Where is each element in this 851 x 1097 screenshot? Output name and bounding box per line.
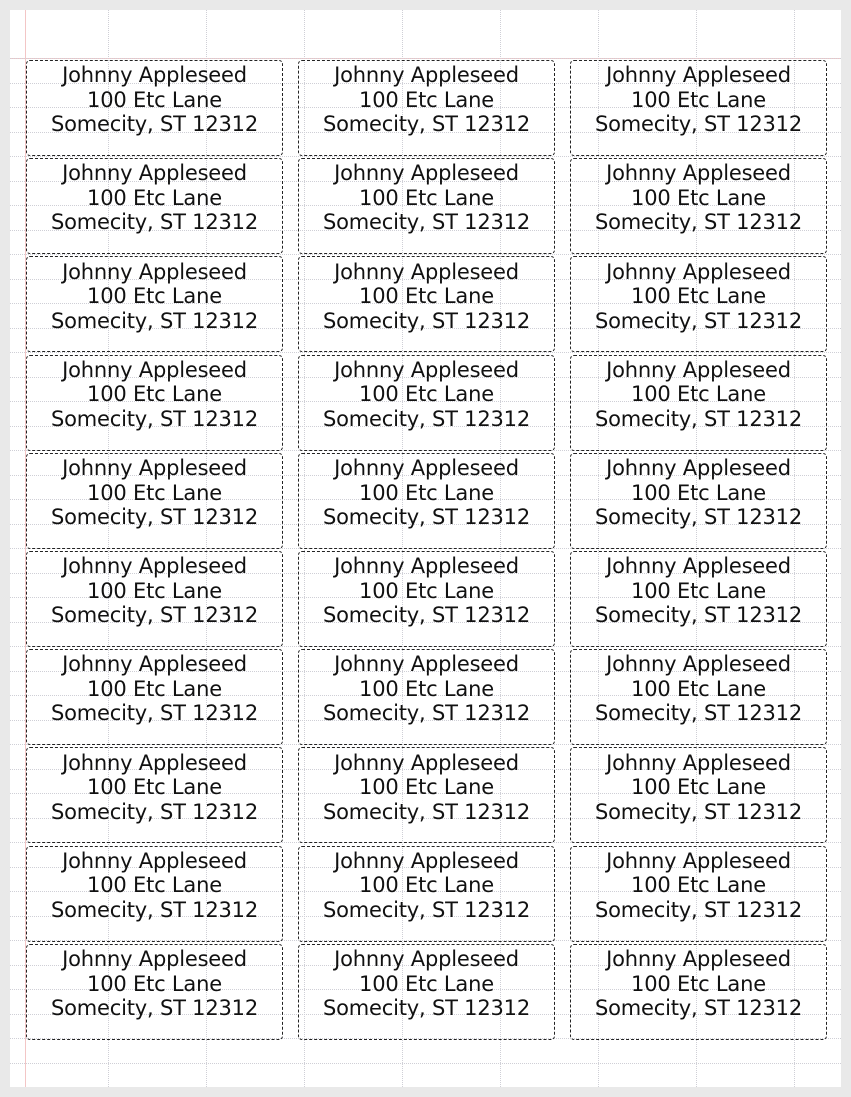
label-city-line: Somecity, ST 12312 (51, 603, 258, 628)
label-name-line: Johnny Appleseed (62, 554, 247, 579)
label-name-line: Johnny Appleseed (334, 652, 519, 677)
label-name-line: Johnny Appleseed (606, 554, 791, 579)
label-city-line: Somecity, ST 12312 (323, 308, 530, 333)
label-name-line: Johnny Appleseed (62, 456, 247, 481)
label-name-line: Johnny Appleseed (606, 63, 791, 88)
label-street-line: 100 Etc Lane (87, 284, 222, 309)
label-city-line: Somecity, ST 12312 (595, 603, 802, 628)
label-name-line: Johnny Appleseed (606, 161, 791, 186)
label-city-line: Somecity, ST 12312 (323, 897, 530, 922)
label-street-line: 100 Etc Lane (359, 775, 494, 800)
label-street-line: 100 Etc Lane (87, 775, 222, 800)
address-label[interactable] (26, 944, 283, 1040)
label-street-line: 100 Etc Lane (87, 87, 222, 112)
address-label[interactable] (298, 355, 555, 451)
label-city-line: Somecity, ST 12312 (51, 210, 258, 235)
address-label[interactable] (570, 256, 827, 352)
label-name-line: Johnny Appleseed (334, 848, 519, 873)
address-label[interactable] (26, 453, 283, 549)
label-name-line: Johnny Appleseed (334, 947, 519, 972)
label-city-line: Somecity, ST 12312 (595, 308, 802, 333)
label-street-line: 100 Etc Lane (359, 676, 494, 701)
label-street-line: 100 Etc Lane (631, 185, 766, 210)
address-label[interactable] (26, 846, 283, 942)
address-label[interactable] (570, 649, 827, 745)
label-name-line: Johnny Appleseed (606, 456, 791, 481)
address-label[interactable] (26, 158, 283, 254)
address-label[interactable] (298, 453, 555, 549)
label-street-line: 100 Etc Lane (359, 480, 494, 505)
address-label[interactable] (570, 355, 827, 451)
label-city-line: Somecity, ST 12312 (51, 996, 258, 1021)
address-label[interactable] (570, 551, 827, 647)
label-street-line: 100 Etc Lane (631, 971, 766, 996)
label-city-line: Somecity, ST 12312 (323, 112, 530, 137)
label-street-line: 100 Etc Lane (87, 971, 222, 996)
label-street-line: 100 Etc Lane (631, 775, 766, 800)
label-name-line: Johnny Appleseed (606, 259, 791, 284)
label-street-line: 100 Etc Lane (87, 873, 222, 898)
address-label[interactable] (298, 551, 555, 647)
label-city-line: Somecity, ST 12312 (595, 406, 802, 431)
address-label[interactable] (298, 649, 555, 745)
address-label[interactable] (298, 256, 555, 352)
label-name-line: Johnny Appleseed (334, 161, 519, 186)
label-city-line: Somecity, ST 12312 (595, 505, 802, 530)
address-label[interactable] (570, 944, 827, 1040)
address-label[interactable] (570, 158, 827, 254)
label-city-line: Somecity, ST 12312 (51, 701, 258, 726)
address-label[interactable] (570, 747, 827, 843)
label-city-line: Somecity, ST 12312 (595, 799, 802, 824)
label-city-line: Somecity, ST 12312 (323, 603, 530, 628)
label-city-line: Somecity, ST 12312 (51, 406, 258, 431)
label-city-line: Somecity, ST 12312 (323, 701, 530, 726)
label-city-line: Somecity, ST 12312 (51, 799, 258, 824)
address-label[interactable] (570, 846, 827, 942)
label-street-line: 100 Etc Lane (87, 185, 222, 210)
label-street-line: 100 Etc Lane (631, 87, 766, 112)
label-city-line: Somecity, ST 12312 (51, 308, 258, 333)
grid-line-horizontal (10, 352, 841, 353)
label-street-line: 100 Etc Lane (87, 578, 222, 603)
label-street-line: 100 Etc Lane (631, 676, 766, 701)
address-label[interactable] (26, 747, 283, 843)
label-name-line: Johnny Appleseed (62, 947, 247, 972)
address-label[interactable] (298, 846, 555, 942)
label-city-line: Somecity, ST 12312 (595, 701, 802, 726)
label-street-line: 100 Etc Lane (87, 480, 222, 505)
grid-line-horizontal (10, 1063, 841, 1064)
label-city-line: Somecity, ST 12312 (323, 505, 530, 530)
label-name-line: Johnny Appleseed (334, 456, 519, 481)
label-city-line: Somecity, ST 12312 (51, 505, 258, 530)
label-name-line: Johnny Appleseed (606, 848, 791, 873)
label-city-line: Somecity, ST 12312 (595, 112, 802, 137)
label-name-line: Johnny Appleseed (62, 161, 247, 186)
address-label[interactable] (26, 551, 283, 647)
label-street-line: 100 Etc Lane (359, 87, 494, 112)
label-name-line: Johnny Appleseed (334, 259, 519, 284)
label-name-line: Johnny Appleseed (62, 259, 247, 284)
grid-line-horizontal (10, 58, 841, 59)
label-name-line: Johnny Appleseed (334, 63, 519, 88)
label-street-line: 100 Etc Lane (87, 382, 222, 407)
label-name-line: Johnny Appleseed (62, 848, 247, 873)
label-name-line: Johnny Appleseed (334, 750, 519, 775)
label-name-line: Johnny Appleseed (334, 554, 519, 579)
label-name-line: Johnny Appleseed (62, 357, 247, 382)
label-name-line: Johnny Appleseed (606, 947, 791, 972)
address-label[interactable] (298, 158, 555, 254)
address-label[interactable] (26, 355, 283, 451)
address-label[interactable] (298, 944, 555, 1040)
label-name-line: Johnny Appleseed (606, 652, 791, 677)
label-sheet-page (10, 10, 841, 1087)
label-street-line: 100 Etc Lane (359, 284, 494, 309)
label-street-line: 100 Etc Lane (359, 578, 494, 603)
grid-line-horizontal (10, 254, 841, 255)
address-label[interactable] (298, 60, 555, 156)
label-city-line: Somecity, ST 12312 (323, 996, 530, 1021)
address-label[interactable] (26, 60, 283, 156)
label-city-line: Somecity, ST 12312 (595, 210, 802, 235)
grid-line-horizontal (10, 156, 841, 157)
label-name-line: Johnny Appleseed (62, 652, 247, 677)
label-street-line: 100 Etc Lane (631, 284, 766, 309)
label-name-line: Johnny Appleseed (62, 750, 247, 775)
address-label[interactable] (26, 649, 283, 745)
label-street-line: 100 Etc Lane (631, 578, 766, 603)
label-city-line: Somecity, ST 12312 (51, 897, 258, 922)
label-name-line: Johnny Appleseed (606, 750, 791, 775)
label-city-line: Somecity, ST 12312 (323, 799, 530, 824)
label-city-line: Somecity, ST 12312 (323, 210, 530, 235)
label-street-line: 100 Etc Lane (631, 873, 766, 898)
label-street-line: 100 Etc Lane (359, 185, 494, 210)
label-city-line: Somecity, ST 12312 (595, 897, 802, 922)
label-street-line: 100 Etc Lane (87, 676, 222, 701)
label-street-line: 100 Etc Lane (359, 873, 494, 898)
label-street-line: 100 Etc Lane (631, 382, 766, 407)
label-city-line: Somecity, ST 12312 (595, 996, 802, 1021)
label-street-line: 100 Etc Lane (359, 971, 494, 996)
label-street-line: 100 Etc Lane (631, 480, 766, 505)
label-name-line: Johnny Appleseed (606, 357, 791, 382)
label-name-line: Johnny Appleseed (334, 357, 519, 382)
label-street-line: 100 Etc Lane (359, 382, 494, 407)
address-label[interactable] (26, 256, 283, 352)
address-label[interactable] (570, 60, 827, 156)
label-name-line: Johnny Appleseed (62, 63, 247, 88)
label-city-line: Somecity, ST 12312 (51, 112, 258, 137)
label-city-line: Somecity, ST 12312 (323, 406, 530, 431)
address-label[interactable] (298, 747, 555, 843)
address-label[interactable] (570, 453, 827, 549)
